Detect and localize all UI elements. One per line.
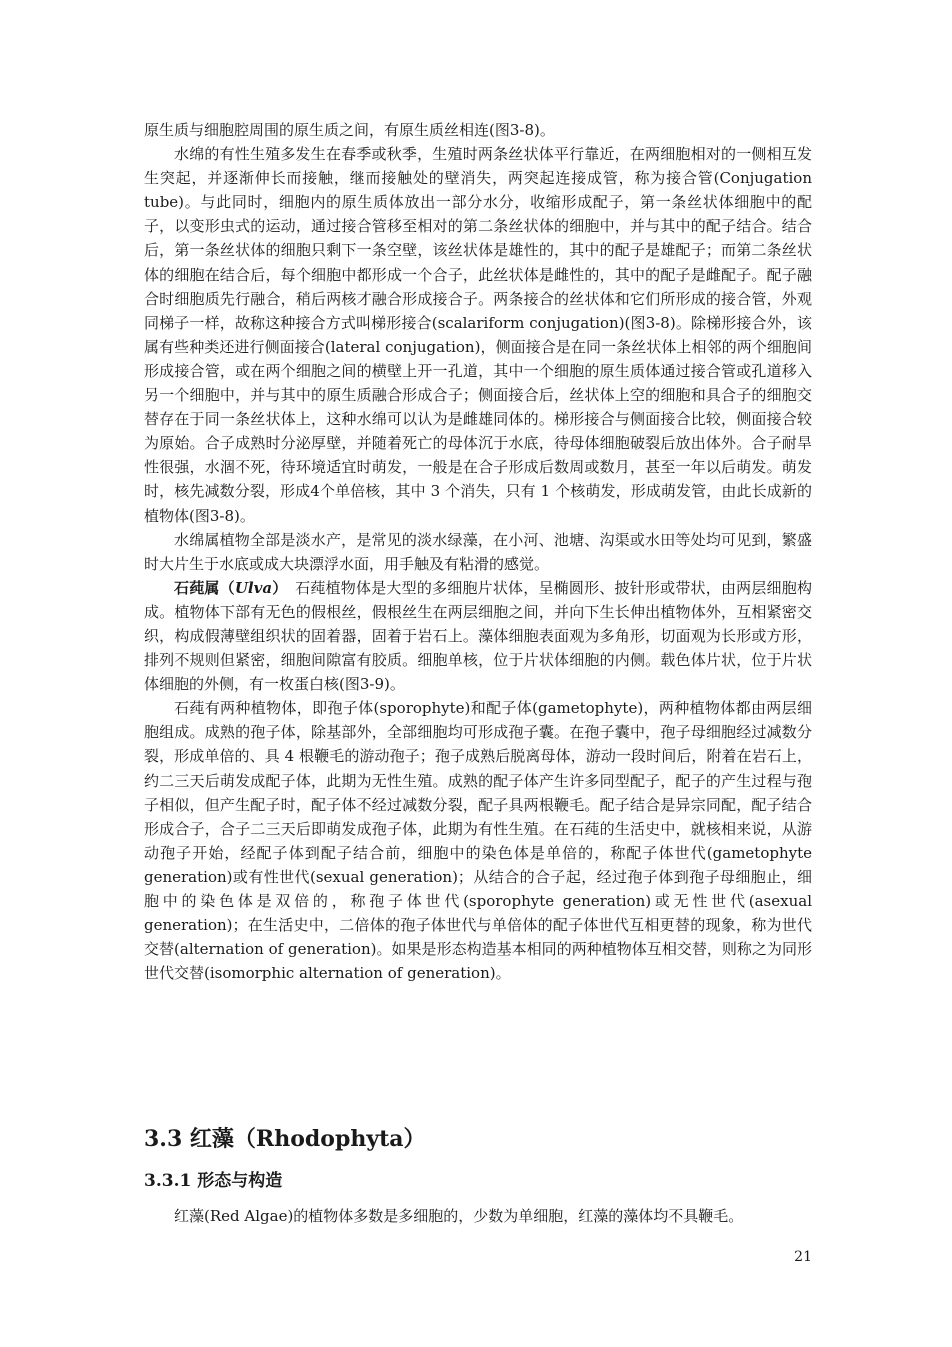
subsection-heading: 3.3.1 形态与构造 [144,1171,283,1191]
ulva-genus-label-close: ） [272,578,280,597]
body-text [144,118,812,985]
page-number: 21 [794,1249,812,1265]
ulva-latin-name: Ulva [234,578,273,597]
paragraph-spirogyra-sexual-reproduction: 水绵的有性生殖多发生在春季或秋季，生殖时两条丝状体平行靠近，在两细胞相对的一侧相互发生突起，并逐渐伸长而接触，继而接触处的壁消失，两突起连接成管，称为接合管(Conjugation tube)。与此同时，细胞内的原生质体放出一部分水分，收缩形成配子，第一条丝状体细胞中的配子，以变形虫式的运动，通过接合管移至相对的第二条丝状体的细胞中，并与其中的配子结合。结合后，第一条丝状体的细胞只剩下一条空壁，该丝状体是雄性的，其中的配子是雄配子；而第二条丝状体的细胞在结合后，每个细胞中都形成一个合子，此丝状体是雌性的，其中的配子是雌配子。配子融合时细胞质先行融合，稍后两核才融合形成接合子。两条接合的丝状体和它们所形成的接合管，外观同梯子一样，故称这种接合方式叫梯形接合(scalariform conjugation)(图3-8)。除梯形接合外，该属有些种类还进行侧面接合(lateral conjugation)，侧面接合是在同一条丝状体上相邻的两个细胞间形成接合管，或在两个细胞之间的横壁上开一孔道，其中一个细胞的原生质体通过接合管或孔道移入另一个细胞中，并与其中的原生质融合形成合子；侧面接合后，丝状体上空的细胞和具合子的细胞交替存在于同一条丝状体上，这种水绵可以认为是雌雄同体的。梯形接合与侧面接合比较，侧面接合较为原始。合子成熟时分泌厚壁，并随着死亡的母体沉于水底，待母体细胞破裂后放出体外。合子耐旱性很强，水涸不死，待环境适宜时萌发，一般是在合子形成后数周或数月，甚至一年以后萌发。萌发时，核先减数分裂，形成4个单倍核，其中 3 个消失，只有 1 个核萌发，形成萌发管，由此长成新的植物体(图3-8)。 [144,145,812,525]
paragraph-spirogyra-habitat: 水绵属植物全部是淡水产，是常见的淡水绿藻，在小河、池塘、沟渠或水田等处均可见到，繁盛时大片生于水底或成大块漂浮水面，用手触及有粘滑的感觉。 [144,530,812,573]
ulva-morphology-text: 石莼植物体是大型的多细胞片状体，呈椭圆形、披针形或带状，由两层细胞构成。植物体下部有无色的假根丝，假根丝生在两层细胞之间，并向下生长伸出植物体外，互相紧密交织，构成假薄壁组织状的固着器，固着于岩石上。藻体细胞表面观为多角形，切面观为长形或方形，排列不规则但紧密，细胞间隙富有胶质。细胞单核，位于片状体细胞的内侧。载色体片状，位于片状体细胞的外侧，有一枚蛋白核(图3-9)。 [144,578,812,694]
paragraph-ulva-life-cycle: 石莼有两种植物体，即孢子体(sporophyte)和配子体(gametophyte)，两种植物体都由两层细胞组成。成熟的孢子体，除基部外，全部细胞均可形成孢子囊。在孢子囊中，孢子母细胞经过减数分裂，形成单倍的、具 4 根鞭毛的游动孢子；孢子成熟后脱离母体，游动一段时间后，附着在岩石上，约二三天后萌发成配子体，此期为无性生殖。成熟的配子体产生许多同型配子，配子的产生过程与孢子相似，但产生配子时，配子体不经过减数分裂，配子具两根鞭毛。配子结合是异宗同配，配子结合形成合子，合子二三天后即萌发成孢子体，此期为有性生殖。在石莼的生活史中，就核相来说，从游动孢子开始，经配子体到配子结合前，细胞中的染色体是单倍的，称配子体世代(gametophyte generation)或有性世代(sexual generation)；从结合的合子起，经过孢子体到孢子母细胞止，细胞中的染色体是双倍的，称孢子体世代(sporophyte generation)或无性世代(asexual generation)；在生活史中，二倍体的孢子体世代与单倍体的配子体世代互相更替的现象，称为世代交替(alternation of generation)。如果是形态构造基本相同的两种植物体互相交替，则称之为同形世代交替(isomorphic alternation of generation)。 [144,699,812,983]
paragraph-red-algae-intro: 红藻(Red Algae)的植物体多数是多细胞的，少数为单细胞，红藻的藻体均不具鞭毛。 [174,1207,744,1225]
section-heading: 3.3 红藻（Rhodophyta） [144,1126,426,1152]
paragraph-ulva-morphology [144,576,812,696]
ulva-genus-label: 石莼属（ [174,578,235,597]
paragraph-spirogyra-cytoplasm: 原生质与细胞腔周围的原生质之间，有原生质丝相连(图3-8)。 [144,121,555,139]
